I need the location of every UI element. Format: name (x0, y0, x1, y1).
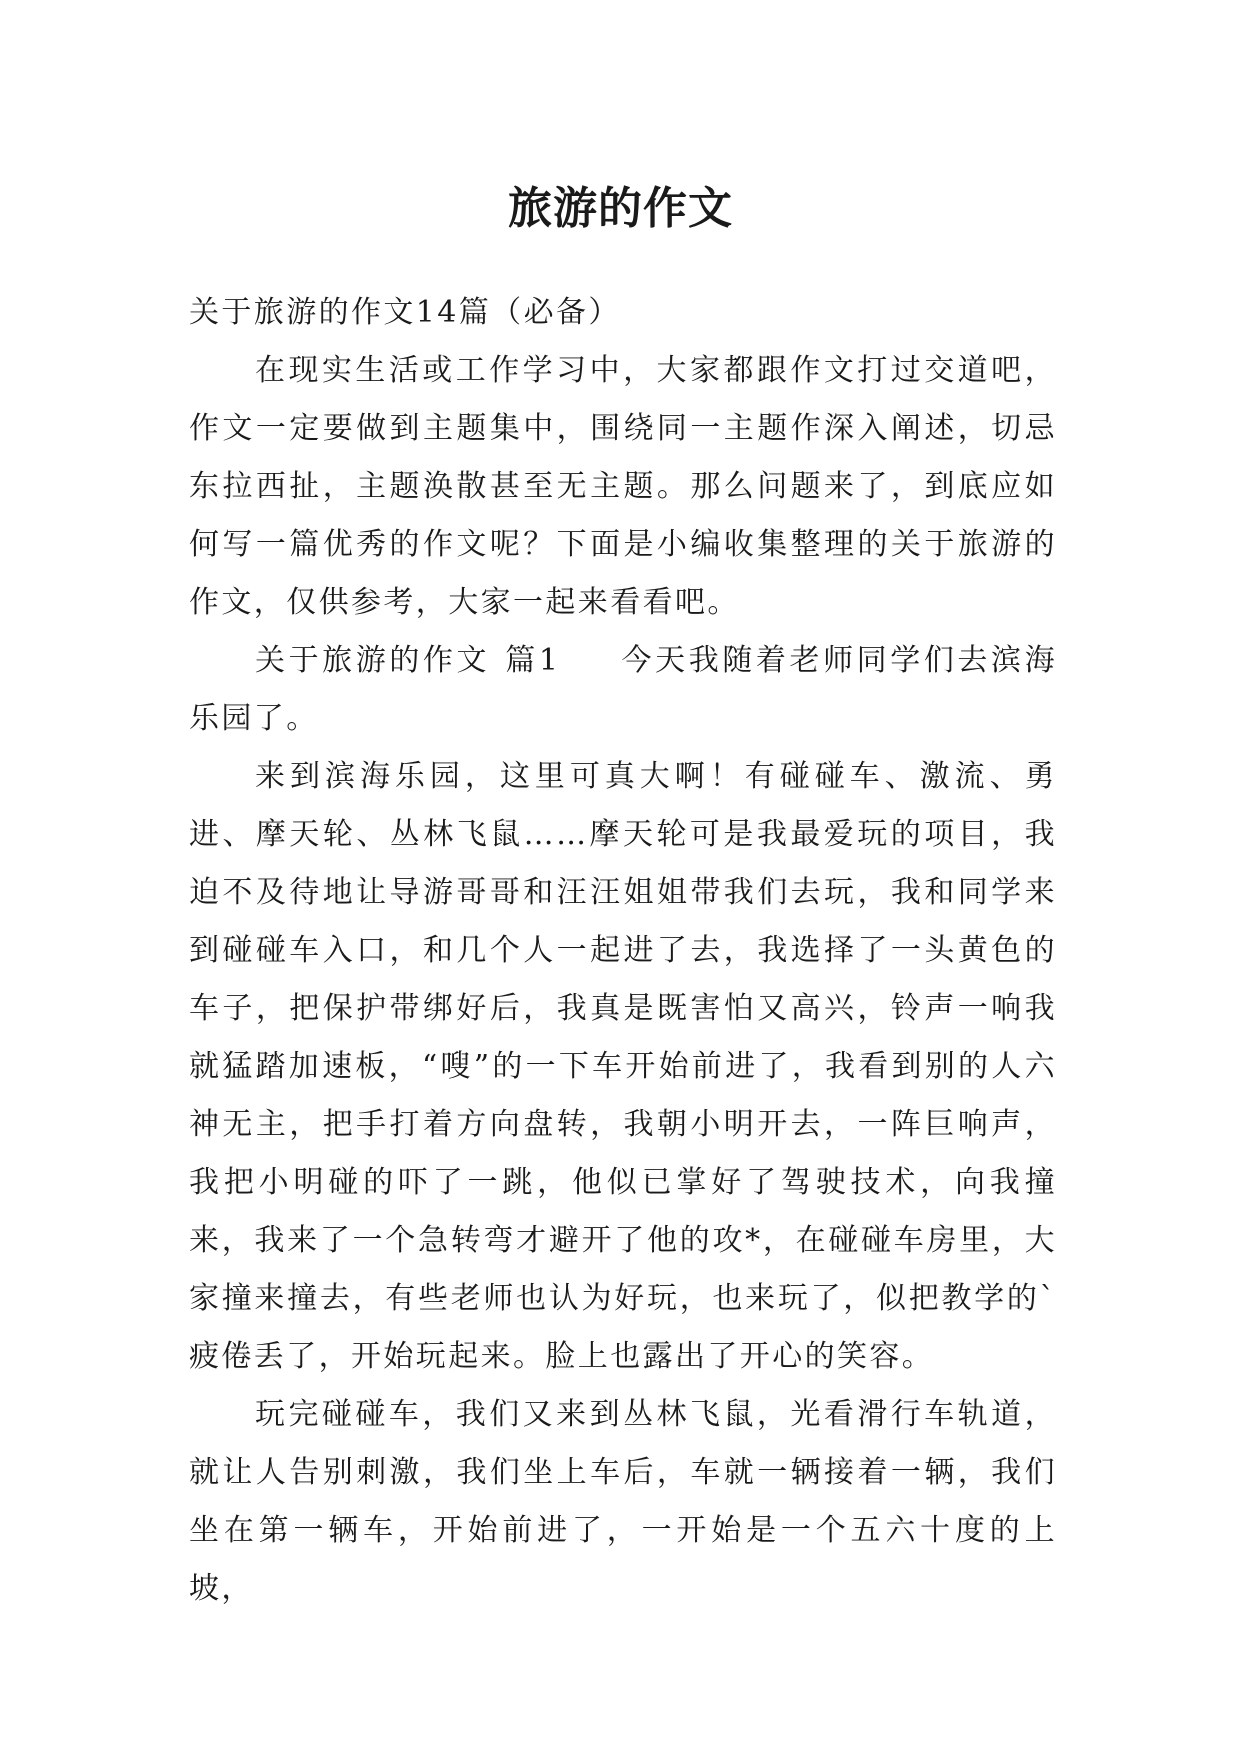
document-subtitle: 关于旅游的作文14篇（必备） (189, 295, 621, 330)
paragraph-bumper-cars: 来到滨海乐园，这里可真大啊！有碰碰车、激流、勇进、摩天轮、丛林飞鼠……摩天轮可是我最爱玩的项目，我迫不及待地让导游哥哥和汪汪姐姐带我们去玩，我和同学来到碰碰车入口，和几个人一起进了去，我选择了一头黄色的车子，把保护带绑好后，我真是既害怕又高兴，铃声一响我就猛踏加速板，“嗖”的一下车开始前进了，我看到别的人六神无主，把手打着方向盘转，我朝小明开去，一阵巨响声，我把小明碰的吓了一跳，他似已掌好了驾驶技术，向我撞来，我来了一个急转弯才避开了他的攻*，在碰碰车房里，大家撞来撞去，有些老师也认为好玩，也来玩了，似把教学的`疲倦丢了，开始玩起来。脸上也露出了开心的笑容。 (189, 759, 1057, 1374)
section-1-label: 篇1 (504, 643, 561, 678)
document-title: 旅游的作文 (508, 183, 733, 235)
paragraph-jungle-ride: 玩完碰碰车，我们又来到丛林飞鼠，光看滑行车轨道，就让人告别刺激，我们坐上车后，车就一辆接着一辆，我们坐在第一辆车，开始前进了，一开始是一个五六十度的上坡， (189, 1397, 1057, 1606)
section-1-opening: 今天我随着老师同学们去滨海乐园了。 (189, 643, 1057, 736)
section-1-heading: 关于旅游的作文 (255, 643, 491, 678)
section-1-paragraph (189, 632, 1057, 748)
intro-paragraph: 在现实生活或工作学习中，大家都跟作文打过交道吧，作文一定要做到主题集中，围绕同一主题作深入阐述，切忌东拉西扯，主题涣散甚至无主题。那么问题来了，到底应如何写一篇优秀的作文呢？下面是小编收集整理的关于旅游的作文，仅供参考，大家一起来看看吧。 (189, 353, 1057, 620)
document-body (189, 284, 1057, 1618)
